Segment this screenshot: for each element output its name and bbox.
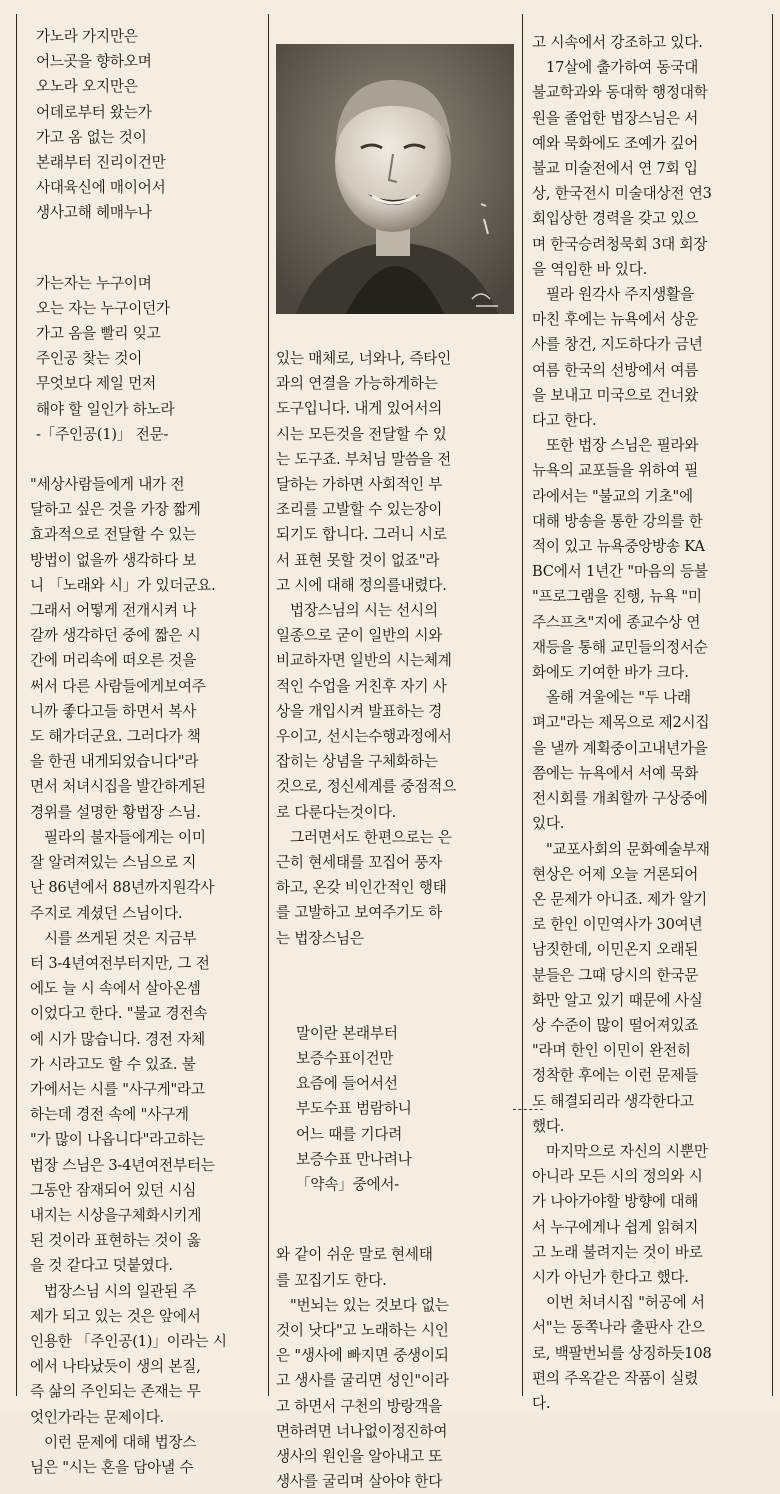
text-line: 적이 있고 뉴욕중앙방송 KA <box>532 538 705 556</box>
poem-line: 본래부터 진리이건만 <box>36 154 166 172</box>
poem-2 <box>276 1021 512 1197</box>
text-line: "교포사회의 문화예술부재 <box>546 840 710 858</box>
text-line: 고 노래 불려지는 것이 바로 <box>532 1243 703 1261</box>
text-line: 고 생사를 굴리면 성인"이라 <box>276 1372 449 1390</box>
text-line: 시가 아닌가 한다고 했다. <box>532 1268 689 1286</box>
text-line: 과의 연결을 가능하게하는 <box>276 375 438 393</box>
text-line: 가에서는 시를 "사구게"라고 <box>30 1080 205 1098</box>
text-line: 적인 수업을 거친후 자기 사 <box>276 677 447 695</box>
text-line: 되기도 합니다. 그러니 시로 <box>276 526 447 544</box>
text-line: 생사의 원인을 알아내고 또 <box>276 1447 443 1465</box>
text-line: 재등을 통해 교민들의정서순 <box>532 638 708 656</box>
poem-source: -「주인공(1)」 전문- <box>36 425 169 443</box>
text-line: 고 시속에서 강조하고 있다. <box>532 34 703 51</box>
text-line: 서 표현 못할 것이 없죠"라 <box>276 551 440 569</box>
poem-line: 오는 자는 누구이던가 <box>36 299 170 317</box>
text-line: 하는데 경전 속에 "사구게 <box>30 1106 189 1124</box>
text-line: 라에서는 "불교의 기초"에 <box>532 487 693 505</box>
text-line: 이었다고 한다. "불교 경전속 <box>30 1005 208 1023</box>
text-line: 다고 한다. <box>532 412 597 430</box>
text-line: 방법이 없을까 생각하다 보 <box>30 551 197 569</box>
text-line: 에서 나타났듯이 생의 본질, <box>30 1358 201 1376</box>
column-rule-left <box>16 14 17 1396</box>
text-line: 는 도구죠. 부처님 말씀을 전 <box>276 450 452 468</box>
text-line: "세상사람들에게 내가 전 <box>30 476 185 494</box>
text-line: 법장스님의 시는 선시의 <box>290 602 438 620</box>
text-line: 것으로, 정신세계를 중점적으 <box>276 778 457 796</box>
text-line: 그동안 잠재되어 있던 시심 <box>30 1181 197 1199</box>
text-line: 비교하자면 일반의 시는체계 <box>276 652 452 670</box>
text-line: 고 하면서 구천의 방랑객을 <box>276 1397 443 1415</box>
text-line: 17살에 출가하여 동국대 <box>546 59 699 77</box>
text-line: 에도 늘 시 속에서 살아온셈 <box>30 980 201 998</box>
article-body-col2-b <box>276 1242 512 1494</box>
column-rule-2 <box>522 14 523 1396</box>
portrait-photo <box>276 44 514 314</box>
text-line: 제가 되고 있는 것은 앞에서 <box>30 1307 201 1325</box>
text-line: 상 수준이 많이 떨어져있죠 <box>532 1016 699 1034</box>
text-line: 필라의 불자들에게는 이미 <box>44 828 206 846</box>
text-line: 화에도 기여한 바가 크다. <box>532 664 689 682</box>
text-line: 또한 법장 스님은 필라와 <box>546 437 699 455</box>
text-line: 효과적으로 전달할 수 있는 <box>30 526 197 544</box>
text-line: 근히 현세태를 꼬집어 풍자 <box>276 854 443 872</box>
text-line: 마지막으로 자신의 시뿐만 <box>546 1142 708 1160</box>
text-line: 달하는 가하면 사회적인 부 <box>276 476 443 494</box>
text-line: 고 시에 대해 정의를내렸다. <box>276 576 447 594</box>
text-line: 잘 알려져있는 스님으로 지 <box>30 854 197 872</box>
text-line: 니 「노래와 시」가 있더군요. <box>30 576 216 594</box>
column-1 <box>30 24 262 1480</box>
text-line: 있다. <box>532 815 565 833</box>
text-line: 즉 삶의 주인되는 존재는 무 <box>30 1383 201 1401</box>
text-line: 로 다룬다는것이다. <box>276 803 397 821</box>
text-line: 다. <box>532 1394 551 1412</box>
text-line: 을 것 같다고 덧붙였다. <box>30 1257 173 1275</box>
text-line: 했다. <box>532 1117 565 1135</box>
text-line: 것이 낫다"고 노래하는 시인 <box>276 1321 449 1339</box>
text-line: 터 3-4년여전부터지만, 그 전 <box>30 954 210 972</box>
text-line: 불교 미술전에서 연 7회 입 <box>532 160 698 178</box>
poem-line: 주인공 찾는 것이 <box>36 350 143 368</box>
text-line: 서"는 동쪽나라 출판사 간으 <box>532 1319 705 1337</box>
text-line: 을 보내고 미국으로 건너왔 <box>532 386 699 404</box>
text-line: 주지로 계셨던 스님이다. <box>30 904 183 922</box>
text-line: 법장스님 시의 일관된 주 <box>44 1282 197 1300</box>
text-line: 예와 묵화에도 조예가 깊어 <box>532 134 699 152</box>
text-line: 현상은 어제 오늘 거론되어 <box>532 865 699 883</box>
text-line: 은 "생사에 빠지면 중생이되 <box>276 1347 449 1365</box>
text-line: 필라 원각사 주지생활을 <box>546 286 694 304</box>
text-line: 상을 개입시켜 발표하는 경 <box>276 702 443 720</box>
poem-line: 무엇보다 제일 먼저 <box>36 375 157 393</box>
text-line: 일종으로 굳이 일반의 시와 <box>276 627 443 645</box>
text-line: 로, 백팔번뇌를 상징하듯108 <box>532 1344 712 1362</box>
text-line: 을 한권 내게되었습니다"라 <box>30 753 199 771</box>
poem-source: 「약속」중에서- <box>296 1176 400 1194</box>
text-line: 시를 쓰게된 것은 지금부 <box>44 929 197 947</box>
text-line: 를 고발하고 보여주기도 하 <box>276 904 443 922</box>
text-line: 와 같이 쉬운 말로 현세태 <box>276 1246 433 1264</box>
continuation-dash <box>513 1109 543 1110</box>
text-line: 도구입니다. 내게 있어서의 <box>276 400 443 418</box>
text-line: 간에 머리속에 떠오른 것을 <box>30 652 197 670</box>
column-2 <box>276 346 512 1494</box>
text-line: "번뇌는 있는 것보다 없는 <box>290 1296 449 1314</box>
poem-line: 가노라 가지만은 <box>36 28 138 45</box>
text-line: 서 누구에게나 쉽게 읽혀지 <box>532 1218 699 1236</box>
poem-line: 어데로부터 왔는가 <box>36 103 152 121</box>
text-line: 화만 알고 있기 때문에 사실 <box>532 991 703 1009</box>
poem-line: 보증수표 만나려나 <box>296 1150 412 1168</box>
poem-line: 어느곳을 향하오며 <box>36 53 152 71</box>
text-line: 된 것이라 표현하는 것이 옳 <box>30 1232 201 1250</box>
text-line: 전시회를 개최할까 구상중에 <box>532 790 708 808</box>
article-body-col3 <box>532 30 768 1416</box>
text-line: 도 해결되리라 생각한다고 <box>532 1092 694 1110</box>
text-line: 면하려면 너나없이정진하여 <box>276 1422 448 1440</box>
poem-line: 말이란 본래부터 <box>296 1024 398 1042</box>
text-line: 잡히는 상념을 구체화하는 <box>276 753 438 771</box>
text-line: 주스프츠"지에 종교수상 연 <box>532 613 701 631</box>
text-line: 그러면서도 한편으로는 은 <box>290 828 452 846</box>
text-line: 여름 한국의 선방에서 여름 <box>532 361 699 379</box>
column-rule-1 <box>268 14 269 1396</box>
text-line: 대해 방송을 통한 강의를 한 <box>532 512 703 530</box>
poem-line: 가고 옴을 빨리 잊고 <box>36 325 161 343</box>
text-line: 를 꼬집기도 한다. <box>276 1271 387 1289</box>
text-line: 하고, 온갖 비인간적인 행태 <box>276 879 447 897</box>
article-body-col2-a <box>276 346 512 951</box>
text-line: 쯤에는 뉴욕에서 서예 묵화 <box>532 764 699 782</box>
poem-line: 부도수표 범람하니 <box>296 1100 412 1118</box>
text-line: 아니라 모든 시의 정의와 시 <box>532 1168 703 1186</box>
column-3 <box>532 30 768 1416</box>
poem-line: 오노라 오지만은 <box>36 78 138 96</box>
text-line: 시는 모든것을 전달할 수 있 <box>276 425 447 443</box>
text-line: 상, 한국전시 미술대상전 연3 <box>532 185 712 203</box>
text-line: "라며 한인 이민이 완전히 <box>532 1042 691 1060</box>
poem-line: 사대육신에 매이어서 <box>36 179 166 197</box>
text-line: 온 문제가 아니죠. 제가 알기 <box>532 890 708 908</box>
poem-1-stanza-2 <box>30 271 262 447</box>
poem-line: 해야 할 일인가 하노라 <box>36 400 175 418</box>
text-line: 달하고 싶은 것을 가장 짧게 <box>30 501 201 519</box>
text-line: 을 낼까 계획중이고내년가을 <box>532 739 708 757</box>
text-line: 님은 "시는 혼을 담아낼 수 <box>30 1458 194 1476</box>
text-line: "가 많이 나옵니다"라고하는 <box>30 1131 205 1149</box>
poem-line: 어느 때를 기다려 <box>296 1125 403 1143</box>
text-line: 우이고, 선시는수행과정에서 <box>276 728 452 746</box>
poem-line: 가고 옴 없는 것이 <box>36 128 147 146</box>
text-line: 원을 졸업한 법장스님은 서 <box>532 109 699 127</box>
poem-line: 가는자는 누구이며 <box>36 274 152 292</box>
text-line: 면서 처녀시집을 발간하게된 <box>30 778 206 796</box>
text-line: 남짓한데, 이민온지 오래된 <box>532 941 699 959</box>
text-line: "프로그램을 진행, 뉴욕 "미 <box>532 588 702 606</box>
text-line: 불교학과와 동대학 행정대학 <box>532 84 708 102</box>
poem-line: 보증수표이건만 <box>296 1050 394 1068</box>
text-line: 내지는 시상을구체화시키게 <box>30 1206 202 1224</box>
article-body-col1 <box>30 472 262 1480</box>
text-line: 법장 스님은 3-4년여전부터는 <box>30 1156 215 1174</box>
text-line: 그래서 어떻게 전개시켜 나 <box>30 602 197 620</box>
text-line: 가 나아가야할 방향에 대해 <box>532 1193 699 1211</box>
text-line: 엇인가라는 문제이다. <box>30 1408 164 1426</box>
text-line: 니까 좋다고들 하면서 복사 <box>30 702 197 720</box>
text-line: 는 법장스님은 <box>276 929 364 947</box>
text-line: 생사를 굴리며 살아야 한다 <box>276 1473 443 1491</box>
text-line: 회입상한 경력을 갖고 있으 <box>532 210 699 228</box>
text-line: 난 86년에서 88년까지원각사 <box>30 879 215 897</box>
text-line: 에 시가 많습니다. 경전 자체 <box>30 1030 206 1048</box>
text-line: 올해 겨울에는 "두 나래 <box>546 689 691 707</box>
column-rule-right <box>772 14 773 1396</box>
text-line: 써서 다른 사람들에게보여주 <box>30 677 206 695</box>
text-line: 이런 문제에 대해 법장스 <box>44 1433 197 1451</box>
text-line: 갈까 생각하던 중에 짧은 시 <box>30 627 201 645</box>
text-line: 가 시라고도 할 수 있죠. 불 <box>30 1055 196 1073</box>
text-line: 분들은 그때 당시의 한국문 <box>532 966 699 984</box>
text-line: 경위를 설명한 황법장 스님. <box>30 803 201 821</box>
text-line: 사를 창건, 지도하다가 금년 <box>532 336 703 354</box>
poem-line: 요즘에 들어서선 <box>296 1075 398 1093</box>
text-line: 을 역임한 바 있다. <box>532 260 648 278</box>
text-line: 펴고"라는 제목으로 제2시집 <box>532 714 710 732</box>
text-line: 편의 주옥같은 작품이 실렸 <box>532 1369 699 1387</box>
text-line: 이번 처녀시집 "허공에 서 <box>546 1294 705 1312</box>
text-line: 있는 매체로, 너와나, 즉타인 <box>276 350 452 367</box>
poem-line: 생사고해 헤매누나 <box>36 204 152 222</box>
text-line: 인용한 「주인공(1)」이라는 시 <box>30 1332 227 1350</box>
text-line: 정착한 후에는 이런 문제들 <box>532 1067 699 1085</box>
text-line: 조리를 고발할 수 있는장이 <box>276 501 443 519</box>
text-line: 로 한인 이민역사가 30여년 <box>532 916 703 934</box>
portrait-image <box>276 44 514 314</box>
text-line: 며 한국승려청묵회 3대 회장 <box>532 235 708 253</box>
text-line: BC에서 1년간 "마음의 등불 <box>532 563 708 581</box>
text-line: 뉴욕의 교포들을 위하여 필 <box>532 462 699 480</box>
poem-1-stanza-1 <box>30 24 262 226</box>
text-line: 마친 후에는 뉴욕에서 상운 <box>532 311 699 329</box>
text-line: 도 해가더군요. 그러다가 책 <box>30 728 201 746</box>
